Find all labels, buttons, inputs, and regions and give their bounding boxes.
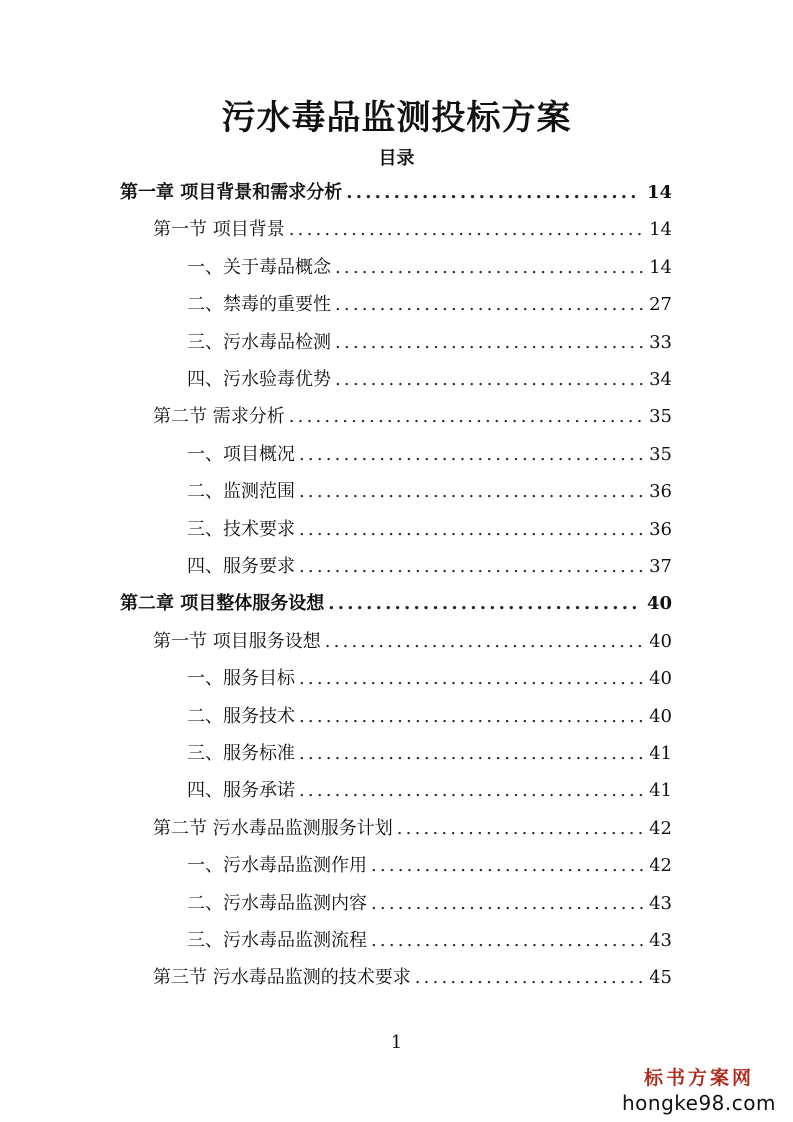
toc-entry-page: 35 (649, 406, 672, 428)
toc-entry-page: 41 (649, 780, 672, 802)
toc-entry-page: 35 (649, 443, 672, 465)
toc-entry[interactable] (187, 847, 672, 884)
toc-entry[interactable] (153, 623, 672, 660)
toc-entry[interactable] (187, 286, 672, 323)
toc-entry-label: 二、服务技术 (187, 705, 295, 727)
toc-entry-label: 第二节 污水毒品监测服务计划 (153, 817, 393, 839)
watermark-url: hongke98.com (622, 1091, 776, 1115)
toc-entry-label: 第二章 项目整体服务设想 (120, 593, 325, 615)
toc-dot-leader (299, 511, 643, 548)
toc-entry-label: 四、服务要求 (187, 556, 295, 577)
toc-entry-page: 45 (649, 967, 672, 989)
toc-dot-leader (335, 324, 643, 361)
watermark-logo (619, 1066, 779, 1116)
toc-dot-leader (335, 361, 643, 398)
toc-dot-leader (397, 810, 643, 847)
toc-entry-page: 43 (649, 930, 672, 951)
toc-dot-leader (289, 211, 643, 248)
toc-dot-leader (289, 398, 643, 435)
toc-dot-leader (415, 959, 643, 996)
toc-entry-label: 三、服务标准 (187, 743, 295, 764)
toc-entry-label: 第一章 项目背景和需求分析 (120, 182, 343, 203)
toc-entry[interactable] (187, 885, 672, 922)
toc-dot-leader (299, 772, 643, 809)
toc-heading: 目录 (378, 148, 415, 169)
toc-entry-label: 一、关于毒品概念 (187, 256, 331, 278)
toc-entry[interactable] (187, 473, 672, 510)
toc-entry-label: 第二节 需求分析 (153, 406, 285, 428)
toc-entry-label: 三、技术要求 (187, 518, 295, 540)
toc-entry[interactable] (153, 959, 672, 996)
toc-entry[interactable] (187, 249, 672, 286)
toc-dot-leader (335, 286, 643, 323)
toc-entry-label: 第一节 项目服务设想 (153, 630, 321, 652)
toc-entry-page: 43 (649, 892, 672, 914)
toc-entry[interactable] (187, 698, 672, 735)
toc-entry[interactable] (120, 174, 672, 211)
toc-entry-page: 40 (649, 630, 672, 652)
toc-entry[interactable] (187, 772, 672, 809)
toc-entry[interactable] (187, 922, 672, 959)
toc-entry-page: 34 (649, 369, 672, 390)
toc-entry-page: 36 (649, 518, 672, 540)
toc-dot-leader (299, 548, 643, 585)
toc-entry[interactable] (187, 548, 672, 585)
document-title: 污水毒品监测投标方案 (221, 98, 572, 138)
page-number: 1 (390, 1032, 403, 1053)
toc-entry-page: 42 (649, 855, 672, 877)
toc-dot-leader (299, 698, 643, 735)
toc-dot-leader (335, 249, 643, 286)
toc-entry-page: 14 (646, 182, 672, 203)
toc-dot-leader (371, 885, 643, 922)
toc-entry[interactable] (153, 398, 672, 435)
toc-entry-page: 40 (646, 593, 672, 615)
toc-entry-label: 四、污水验毒优势 (187, 369, 331, 390)
toc-entry[interactable] (187, 511, 672, 548)
toc-entry-page: 33 (649, 331, 672, 353)
toc-entry-page: 41 (649, 743, 672, 764)
toc-entry[interactable] (187, 436, 672, 473)
toc-entry[interactable] (187, 324, 672, 361)
toc-entry[interactable] (187, 361, 672, 398)
toc-entry-label: 一、污水毒品监测作用 (187, 855, 367, 877)
toc-dot-leader (299, 735, 643, 772)
toc-entry-label: 三、污水毒品检测 (187, 331, 331, 353)
toc-dot-leader (325, 623, 643, 660)
toc-entry-label: 第一节 项目背景 (153, 219, 285, 241)
toc-entry[interactable] (153, 211, 672, 248)
toc-entry-page: 36 (649, 481, 672, 503)
toc-entry[interactable] (153, 810, 672, 847)
toc-entry-label: 三、污水毒品监测流程 (187, 930, 367, 951)
toc-dot-leader (299, 436, 643, 473)
toc-entry-label: 一、项目概况 (187, 443, 295, 465)
toc-entry[interactable] (187, 660, 672, 697)
toc-entry[interactable] (120, 585, 672, 622)
toc-entry-label: 一、服务目标 (187, 668, 295, 690)
toc-entry-label: 二、污水毒品监测内容 (187, 892, 367, 914)
toc-entry-label: 二、禁毒的重要性 (187, 294, 331, 316)
toc-entry-page: 40 (649, 705, 672, 727)
toc-dot-leader (328, 585, 641, 622)
toc-dot-leader (299, 473, 643, 510)
toc-entry-page: 27 (649, 294, 672, 316)
toc-entry-page: 14 (649, 219, 672, 241)
toc-entry-page: 40 (649, 668, 672, 690)
toc-entry-label: 四、服务承诺 (187, 780, 295, 802)
toc-dot-leader (346, 174, 641, 211)
watermark-site-name: 标书方案网 (643, 1067, 754, 1089)
toc-entry-page: 14 (649, 256, 672, 278)
toc-dot-leader (371, 922, 643, 959)
toc-entry-page: 42 (649, 817, 672, 839)
toc-dot-leader (299, 660, 643, 697)
toc-entry[interactable] (187, 735, 672, 772)
toc-entry-label: 第三节 污水毒品监测的技术要求 (153, 967, 411, 989)
toc-entry-label: 二、监测范围 (187, 481, 295, 503)
toc-dot-leader (371, 847, 643, 884)
toc-entry-page: 37 (649, 556, 672, 577)
